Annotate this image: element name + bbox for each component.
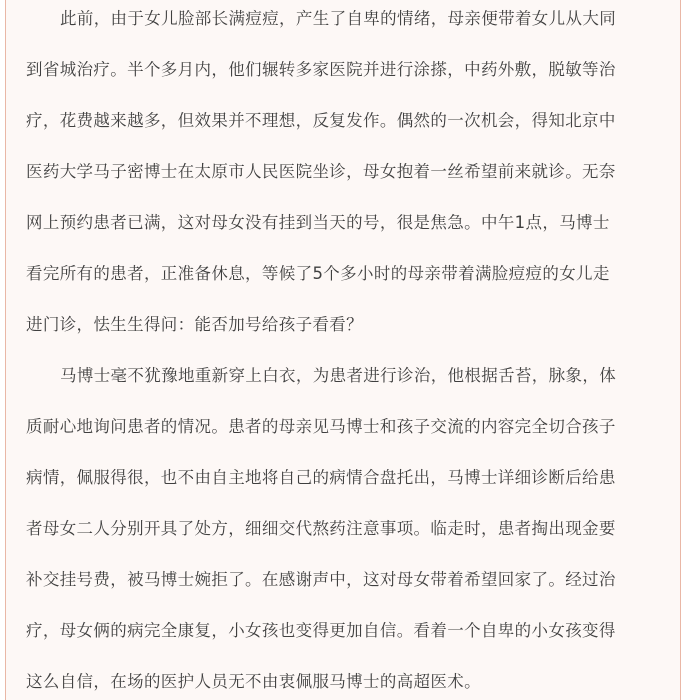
paragraph-1-line-1: 此前，由于女儿脸部长满痘痘，产生了自卑的情绪，母亲便带着女儿从大同 bbox=[60, 9, 617, 28]
paragraph-1-line-2: 到省城治疗。半个多月内，他们辗转多家医院并进行涂搽，中药外敷，脱敏等治 bbox=[26, 60, 616, 79]
paragraph-1-line-4: 医药大学马子密博士在太原市人民医院坐诊，母女抱着一丝希望前来就诊。无奈 bbox=[26, 162, 616, 181]
paragraph-1-line-6: 看完所有的患者，正准备休息，等候了5个多小时的母亲带着满脸痘痘的女儿走 bbox=[26, 264, 610, 283]
paragraph-2-line-1: 马博士毫不犹豫地重新穿上白衣，为患者进行诊治，他根据舌苔，脉象，体 bbox=[60, 366, 617, 385]
paragraph-2-line-4: 者母女二人分别开具了处方，细细交代熬药注意事项。临走时，患者掏出现金要 bbox=[26, 519, 616, 538]
paragraph-1-line-3: 疗，花费越来越多，但效果并不理想，反复发作。偶然的一次机会，得知北京中 bbox=[26, 111, 616, 130]
article-panel bbox=[5, 0, 681, 700]
paragraph-2-line-3: 病情，佩服得很，也不由自主地将自己的病情合盘托出，马博士详细诊断后给患 bbox=[26, 468, 616, 487]
paragraph-1-line-7: 进门诊，怯生生得问：能否加号给孩子看看？ bbox=[26, 315, 363, 334]
paragraph-2-line-6: 疗，母女俩的病完全康复，小女孩也变得更加自信。看着一个自卑的小女孩变得 bbox=[26, 621, 616, 640]
paragraph-2-line-2: 质耐心地询问患者的情况。患者的母亲见马博士和孩子交流的内容完全切合孩子 bbox=[26, 417, 616, 436]
paragraph-1-line-5: 网上预约患者已满，这对母女没有挂到当天的号，很是焦急。中午1点，马博士 bbox=[26, 213, 610, 232]
paragraph-2-line-7: 这么自信，在场的医护人员无不由衷佩服马博士的高超医术。 bbox=[26, 672, 481, 691]
paragraph-2-line-5: 补交挂号费，被马博士婉拒了。在感谢声中，这对母女带着希望回家了。经过治 bbox=[26, 570, 616, 589]
